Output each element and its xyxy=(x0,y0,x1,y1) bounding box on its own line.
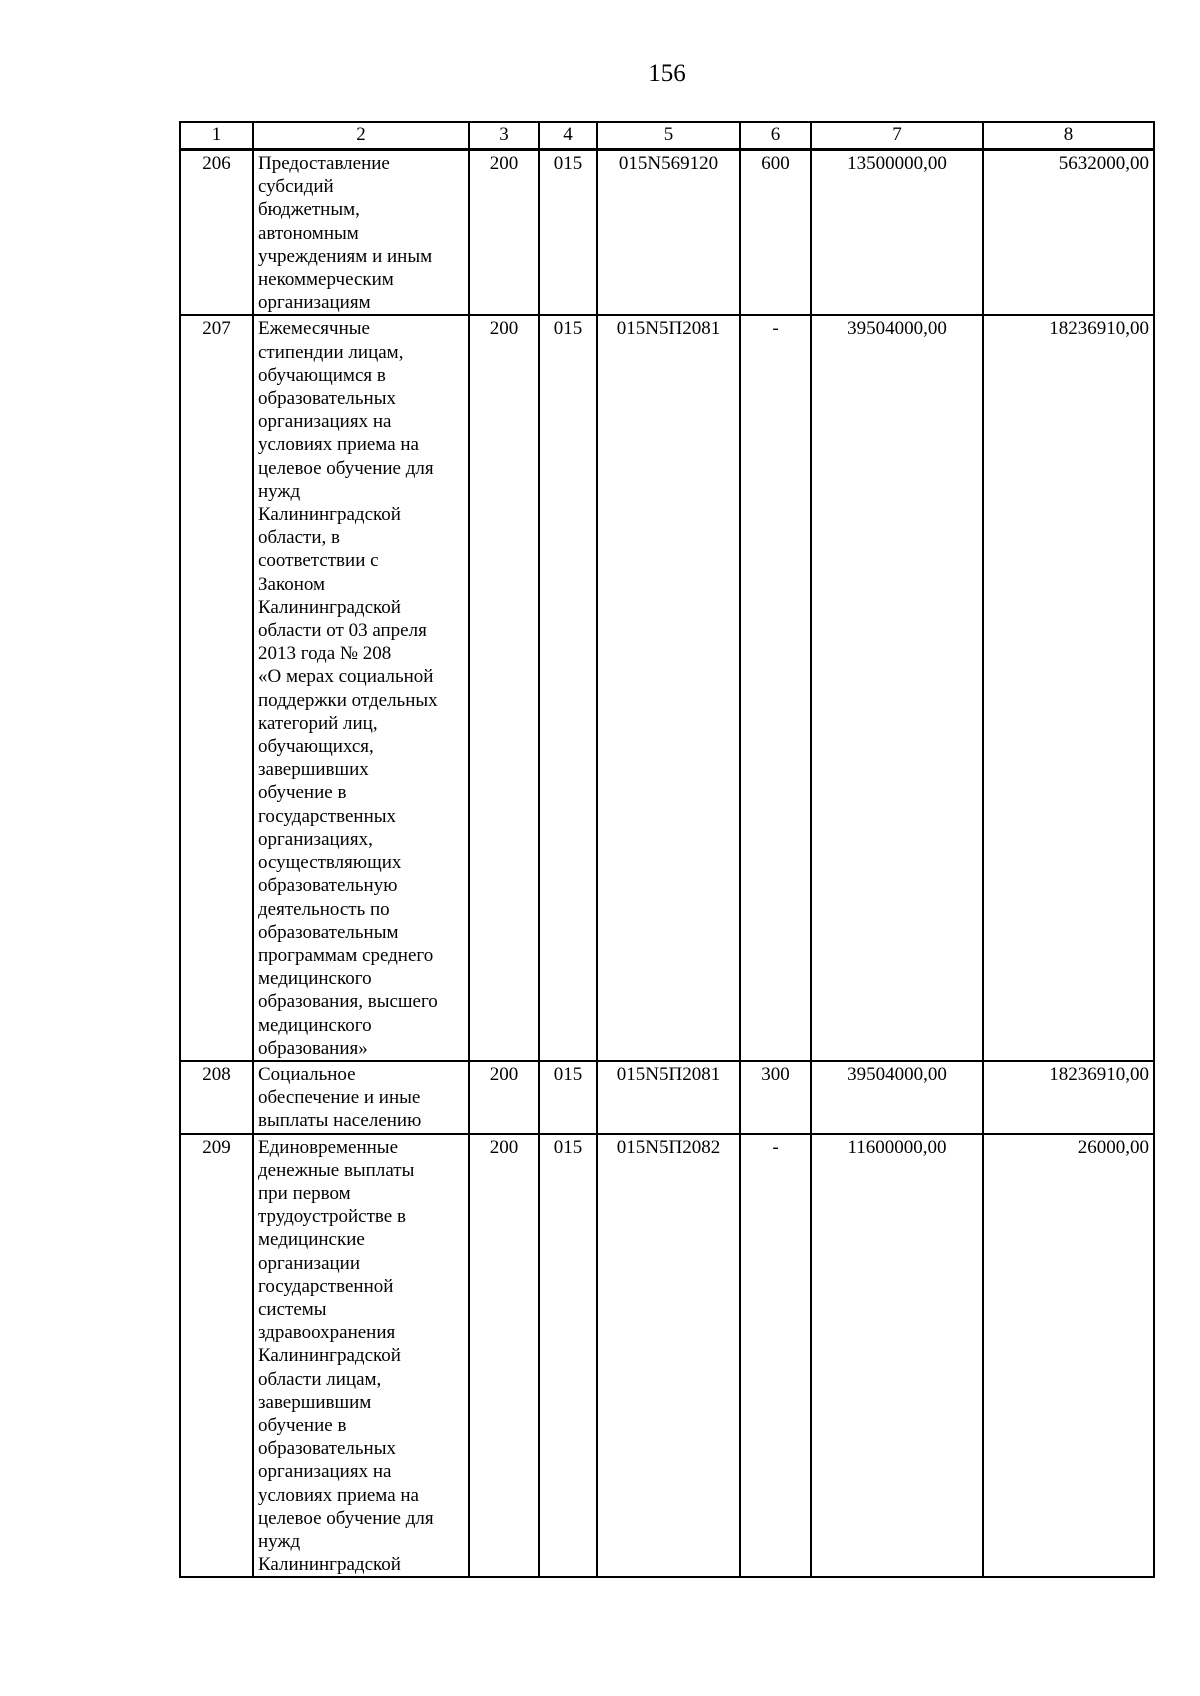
row-name-cell xyxy=(253,1134,469,1578)
table-row xyxy=(180,150,1154,316)
row-name-cell xyxy=(253,1061,469,1134)
row-name-line: образовательных xyxy=(258,388,396,410)
row-name-line: Предоставление xyxy=(258,153,390,174)
table-row xyxy=(180,1134,1154,1578)
row-col4-cell: 015 xyxy=(539,1061,597,1134)
row-col5-cell: 015N5П2082 xyxy=(597,1134,740,1578)
row-name-line: обучение в xyxy=(258,1414,347,1436)
row-name-cell xyxy=(253,315,469,1061)
row-col8-cell: 18236910,00 xyxy=(983,315,1154,1061)
table-row xyxy=(180,315,1154,1061)
row-col7-cell: 39504000,00 xyxy=(811,315,983,1061)
row-number-cell: 209 xyxy=(180,1134,253,1578)
table-body xyxy=(180,150,1154,1578)
row-name-line: нужд xyxy=(258,480,301,502)
row-name-line: программам среднего xyxy=(258,944,434,966)
row-name-line: субсидий xyxy=(258,176,334,198)
table-row xyxy=(180,1061,1154,1134)
row-col4-cell: 015 xyxy=(539,1134,597,1578)
row-name-line: медицинского xyxy=(258,1014,372,1036)
header-col-2: 2 xyxy=(253,122,469,150)
row-col8-cell: 5632000,00 xyxy=(983,150,1154,316)
row-name-line: организациях, xyxy=(258,828,373,850)
row-name-line: государственных xyxy=(258,805,397,827)
row-name-line: образовательных xyxy=(258,1438,396,1460)
row-name-line: образования» xyxy=(258,1037,368,1059)
row-col4-cell: 015 xyxy=(539,150,597,316)
row-name-line: нужд xyxy=(258,1530,301,1552)
header-col-7: 7 xyxy=(811,122,983,150)
page-number: 156 xyxy=(648,60,686,87)
row-name-line: деятельность по xyxy=(258,898,390,920)
row-name-line: Законом xyxy=(258,573,326,595)
header-row xyxy=(180,122,1154,150)
row-col6-cell: 300 xyxy=(740,1061,811,1134)
row-col5-cell: 015N5П2081 xyxy=(597,315,740,1061)
row-name-line: целевое обучение для xyxy=(258,457,434,479)
row-col3-cell: 200 xyxy=(469,150,539,316)
row-name-line: медицинские xyxy=(258,1229,365,1251)
row-name-line: бюджетным, xyxy=(258,199,360,221)
row-col7-cell: 11600000,00 xyxy=(811,1134,983,1578)
row-number-cell: 208 xyxy=(180,1061,253,1134)
row-name-line: здравоохранения xyxy=(258,1322,396,1344)
row-name-line: обеспечение и иные xyxy=(258,1087,421,1109)
row-col4-cell: 015 xyxy=(539,315,597,1061)
row-name-line: Социальное xyxy=(258,1063,356,1085)
row-name-line: «О мерах социальной xyxy=(258,666,434,688)
row-name-line: Калининградской xyxy=(258,1554,401,1576)
row-name-line: организациям xyxy=(258,292,371,314)
row-col6-cell: - xyxy=(740,315,811,1061)
row-name-cell xyxy=(253,150,469,316)
row-name-line: стипендии лицам, xyxy=(258,341,404,363)
row-name-line: при первом xyxy=(258,1182,351,1204)
header-col-8: 8 xyxy=(983,122,1154,150)
row-col3-cell: 200 xyxy=(469,1134,539,1578)
row-col6-cell: 600 xyxy=(740,150,811,316)
row-col5-cell: 015N569120 xyxy=(597,150,740,316)
budget-table xyxy=(179,121,1155,1578)
header-col-5: 5 xyxy=(597,122,740,150)
row-name-line: категорий лиц, xyxy=(258,712,378,734)
row-col7-cell: 13500000,00 xyxy=(811,150,983,316)
header-col-6: 6 xyxy=(740,122,811,150)
row-name-line: обучающихся, xyxy=(258,736,374,758)
row-name-line: завершивших xyxy=(258,759,369,781)
row-number-cell: 207 xyxy=(180,315,253,1061)
row-name-line: Ежемесячные xyxy=(258,318,370,340)
row-col3-cell: 200 xyxy=(469,1061,539,1134)
header-col-3: 3 xyxy=(469,122,539,150)
header-col-4: 4 xyxy=(539,122,597,150)
row-name-line: Калининградской xyxy=(258,596,401,618)
table-header xyxy=(180,122,1154,150)
row-name-line: соответствии с xyxy=(258,550,379,572)
row-name-line: выплаты населению xyxy=(258,1110,422,1132)
row-col5-cell: 015N5П2081 xyxy=(597,1061,740,1134)
row-name-line: трудоустройстве в xyxy=(258,1206,406,1228)
row-name-line: организации xyxy=(258,1252,361,1274)
row-name-line: организациях на xyxy=(258,411,392,433)
row-name-line: учреждениям и иным xyxy=(258,245,433,267)
row-name-line: государственной xyxy=(258,1275,394,1297)
row-number-cell: 206 xyxy=(180,150,253,316)
row-name-line: области лицам, xyxy=(258,1368,382,1390)
row-name-line: Калининградской xyxy=(258,504,401,526)
row-name-line: автономным xyxy=(258,222,359,244)
row-col8-cell: 18236910,00 xyxy=(983,1061,1154,1134)
row-name-line: условиях приема на xyxy=(258,1484,419,1506)
row-name-line: области, в xyxy=(258,527,340,549)
row-name-line: осуществляющих xyxy=(258,852,402,874)
row-name-line: денежные выплаты xyxy=(258,1159,415,1181)
row-name-line: 2013 года № 208 xyxy=(258,643,392,665)
row-name-line: системы xyxy=(258,1298,327,1320)
row-name-line: образовательным xyxy=(258,921,399,943)
row-name-line: медицинского xyxy=(258,968,372,990)
row-name-line: Калининградской xyxy=(258,1345,401,1367)
row-col3-cell: 200 xyxy=(469,315,539,1061)
row-name-line: целевое обучение для xyxy=(258,1507,434,1529)
row-name-line: организациях на xyxy=(258,1461,392,1483)
header-col-1: 1 xyxy=(180,122,253,150)
row-name-line: обучающимся в xyxy=(258,364,386,386)
row-name-line: Единовременные xyxy=(258,1136,399,1158)
row-col8-cell: 26000,00 xyxy=(983,1134,1154,1578)
row-name-line: завершившим xyxy=(258,1391,372,1413)
row-name-line: образования, высшего xyxy=(258,991,438,1013)
row-name-line: образовательную xyxy=(258,875,398,897)
row-name-line: некоммерческим xyxy=(258,269,394,291)
row-name-line: поддержки отдельных xyxy=(258,689,438,711)
row-name-line: условиях приема на xyxy=(258,434,419,456)
row-col6-cell: - xyxy=(740,1134,811,1578)
row-name-line: обучение в xyxy=(258,782,347,804)
row-name-line: области от 03 апреля xyxy=(258,620,427,642)
row-col7-cell: 39504000,00 xyxy=(811,1061,983,1134)
